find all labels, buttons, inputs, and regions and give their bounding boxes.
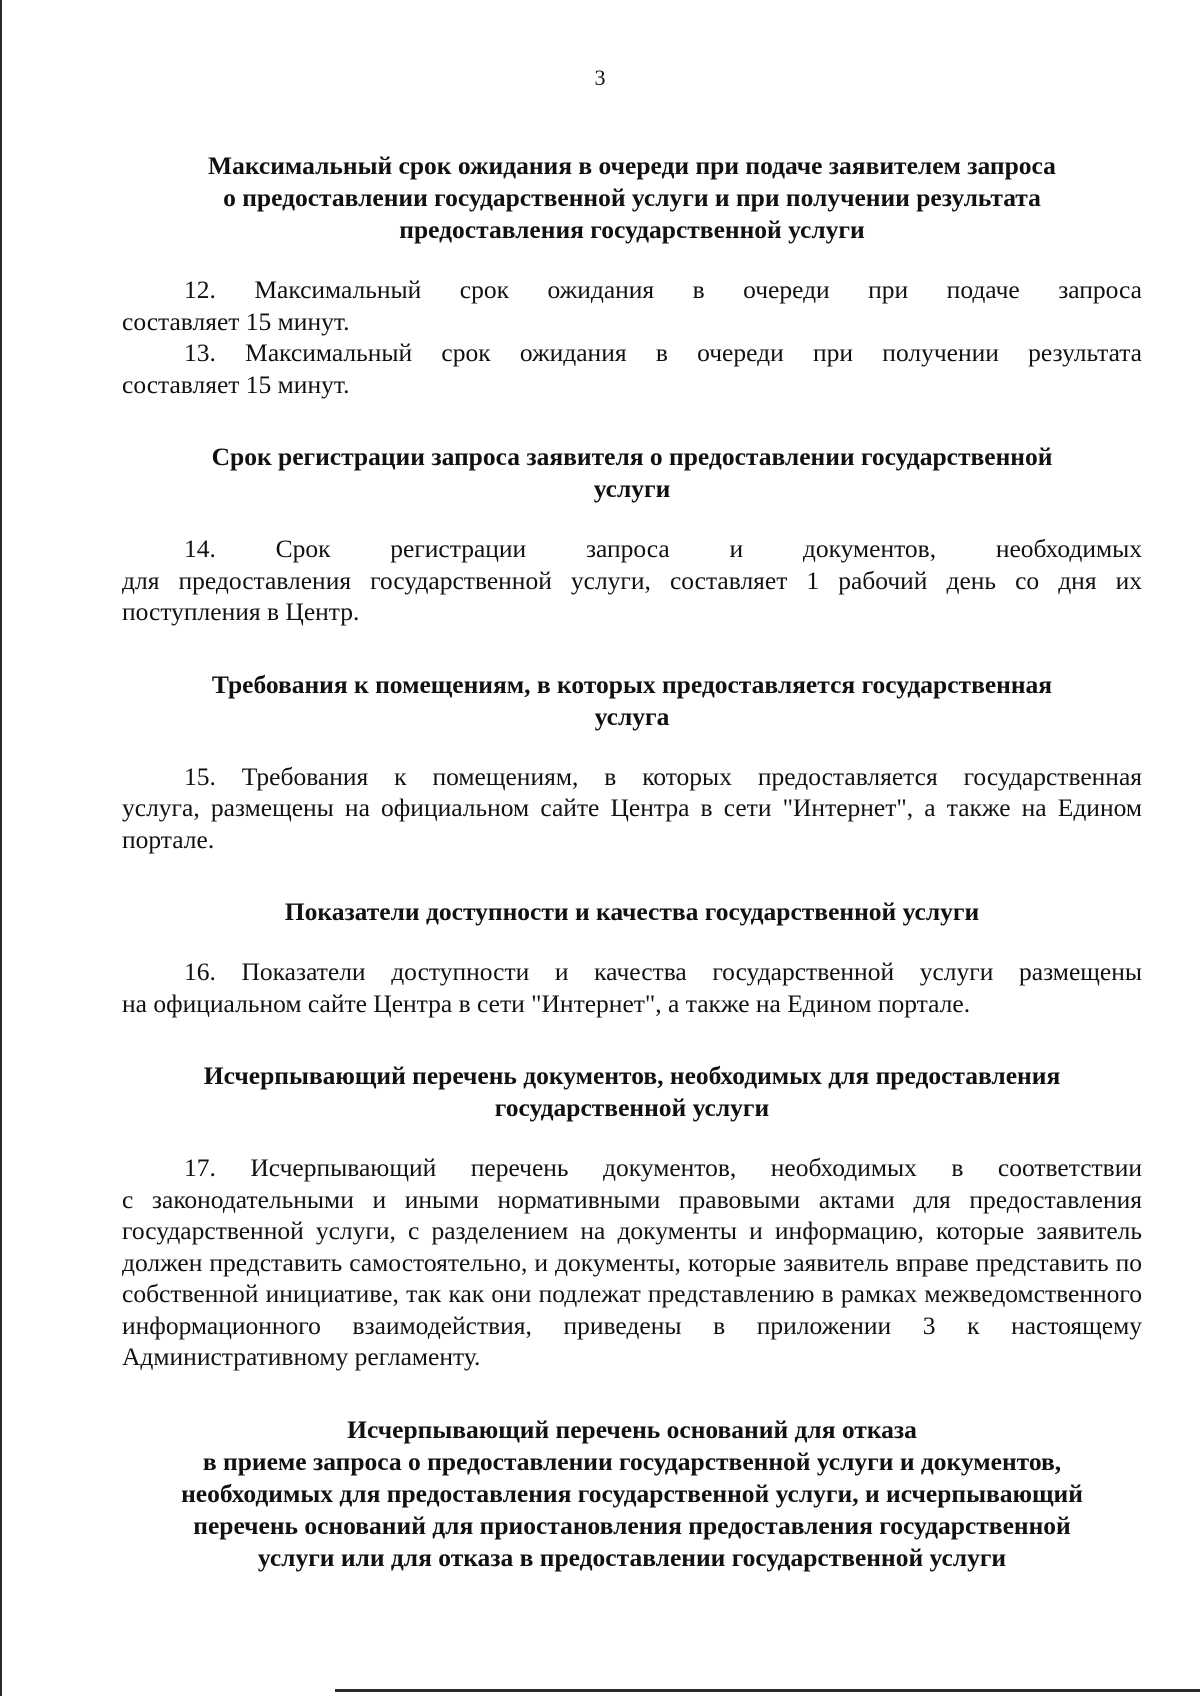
paragraph-first-line: 14. Срок регистрации запроса и документов, необходимых [184,534,1142,563]
heading-line: Исчерпывающий перечень документов, необходимых для предоставления [203,1061,1061,1090]
paragraph-first-line: 17. Исчерпывающий перечень документов, необходимых в соответствии [184,1153,1142,1182]
heading-line: Показатели доступности и качества государственной услуги [284,897,980,926]
section-heading-queue-waiting [122,150,1142,246]
paragraph-rest: для предоставления государственной услуги, составляет 1 рабочий день со дня их поступления в Центр. [122,565,1142,626]
section-heading-documents-list [122,1060,1142,1124]
paragraph-first-line: 16. Показатели доступности и качества государственной услуги размещены [184,957,1142,986]
paragraph-first-line: 13. Максимальный срок ожидания в очереди при получении результата [184,338,1142,367]
heading-line: Срок регистрации запроса заявителя о предоставлении государственной [211,442,1053,471]
paragraph-14 [122,533,1142,628]
section-heading-refusal-grounds [122,1414,1142,1574]
scan-bottom-rule [335,1689,1200,1692]
heading-line: государственной услуги [494,1093,770,1122]
heading-line: о предоставлении государственной услуги и при получении результата [223,183,1041,212]
paragraph-first-line: 15. Требования к помещениям, в которых предоставляется государственная [184,761,1142,791]
paragraph-17 [122,1152,1142,1373]
paragraph-16 [122,956,1142,1019]
heading-line: Исчерпывающий перечень оснований для отказа [347,1414,917,1444]
heading-line: услуги [593,474,671,503]
section-heading-quality-indicators [122,896,1142,928]
paragraph-rest: на официальном сайте Центра в сети "Интернет", а также на Едином портале. [122,988,971,1018]
heading-line: предоставления государственной услуги [399,215,865,244]
page-number: 3 [594,65,606,90]
scan-left-edge [0,0,2,1696]
heading-line: в приеме запроса о предоставлении государственной услуги и документов, [202,1446,1062,1476]
heading-line: перечень оснований для приостановления предоставления государственной [193,1510,1071,1540]
section-heading-premises-requirements [122,669,1142,733]
paragraph-rest: составляет 15 минут. [122,306,350,336]
paragraph-12 [122,274,1142,337]
heading-line: Требования к помещениям, в которых предоставляется государственная [211,669,1053,699]
heading-line: необходимых для предоставления государственной услуги, и исчерпывающий [181,1478,1083,1508]
paragraph-rest: с законодательными и иными нормативными правовыми актами для предоставления государственной услуги, с разделением на документы и информацию, которые заявитель должен представить самостоятельно, и документы, которые заявитель вправе представить по собственной инициативе, так как они подлежат представлению в рамках межведомственного информационного взаимодействия, приведены в приложении 3 к настоящему Административному регламенту. [122,1184,1142,1371]
paragraph-13 [122,337,1142,400]
heading-line: Максимальный срок ожидания в очереди при подаче заявителем запроса [208,151,1056,180]
section-heading-registration-term [122,441,1142,505]
paragraph-15 [122,761,1142,856]
heading-line: услуги или для отказа в предоставлении государственной услуги [257,1542,1007,1572]
paragraph-rest: услуга, размещены на официальном сайте Центра в сети "Интернет", а также на Едином портале. [122,793,1142,854]
heading-line: услуга [594,701,670,731]
document-body [122,150,1142,1574]
paragraph-rest: составляет 15 минут. [122,369,350,399]
paragraph-first-line: 12. Максимальный срок ожидания в очереди при подаче запроса [184,275,1142,304]
